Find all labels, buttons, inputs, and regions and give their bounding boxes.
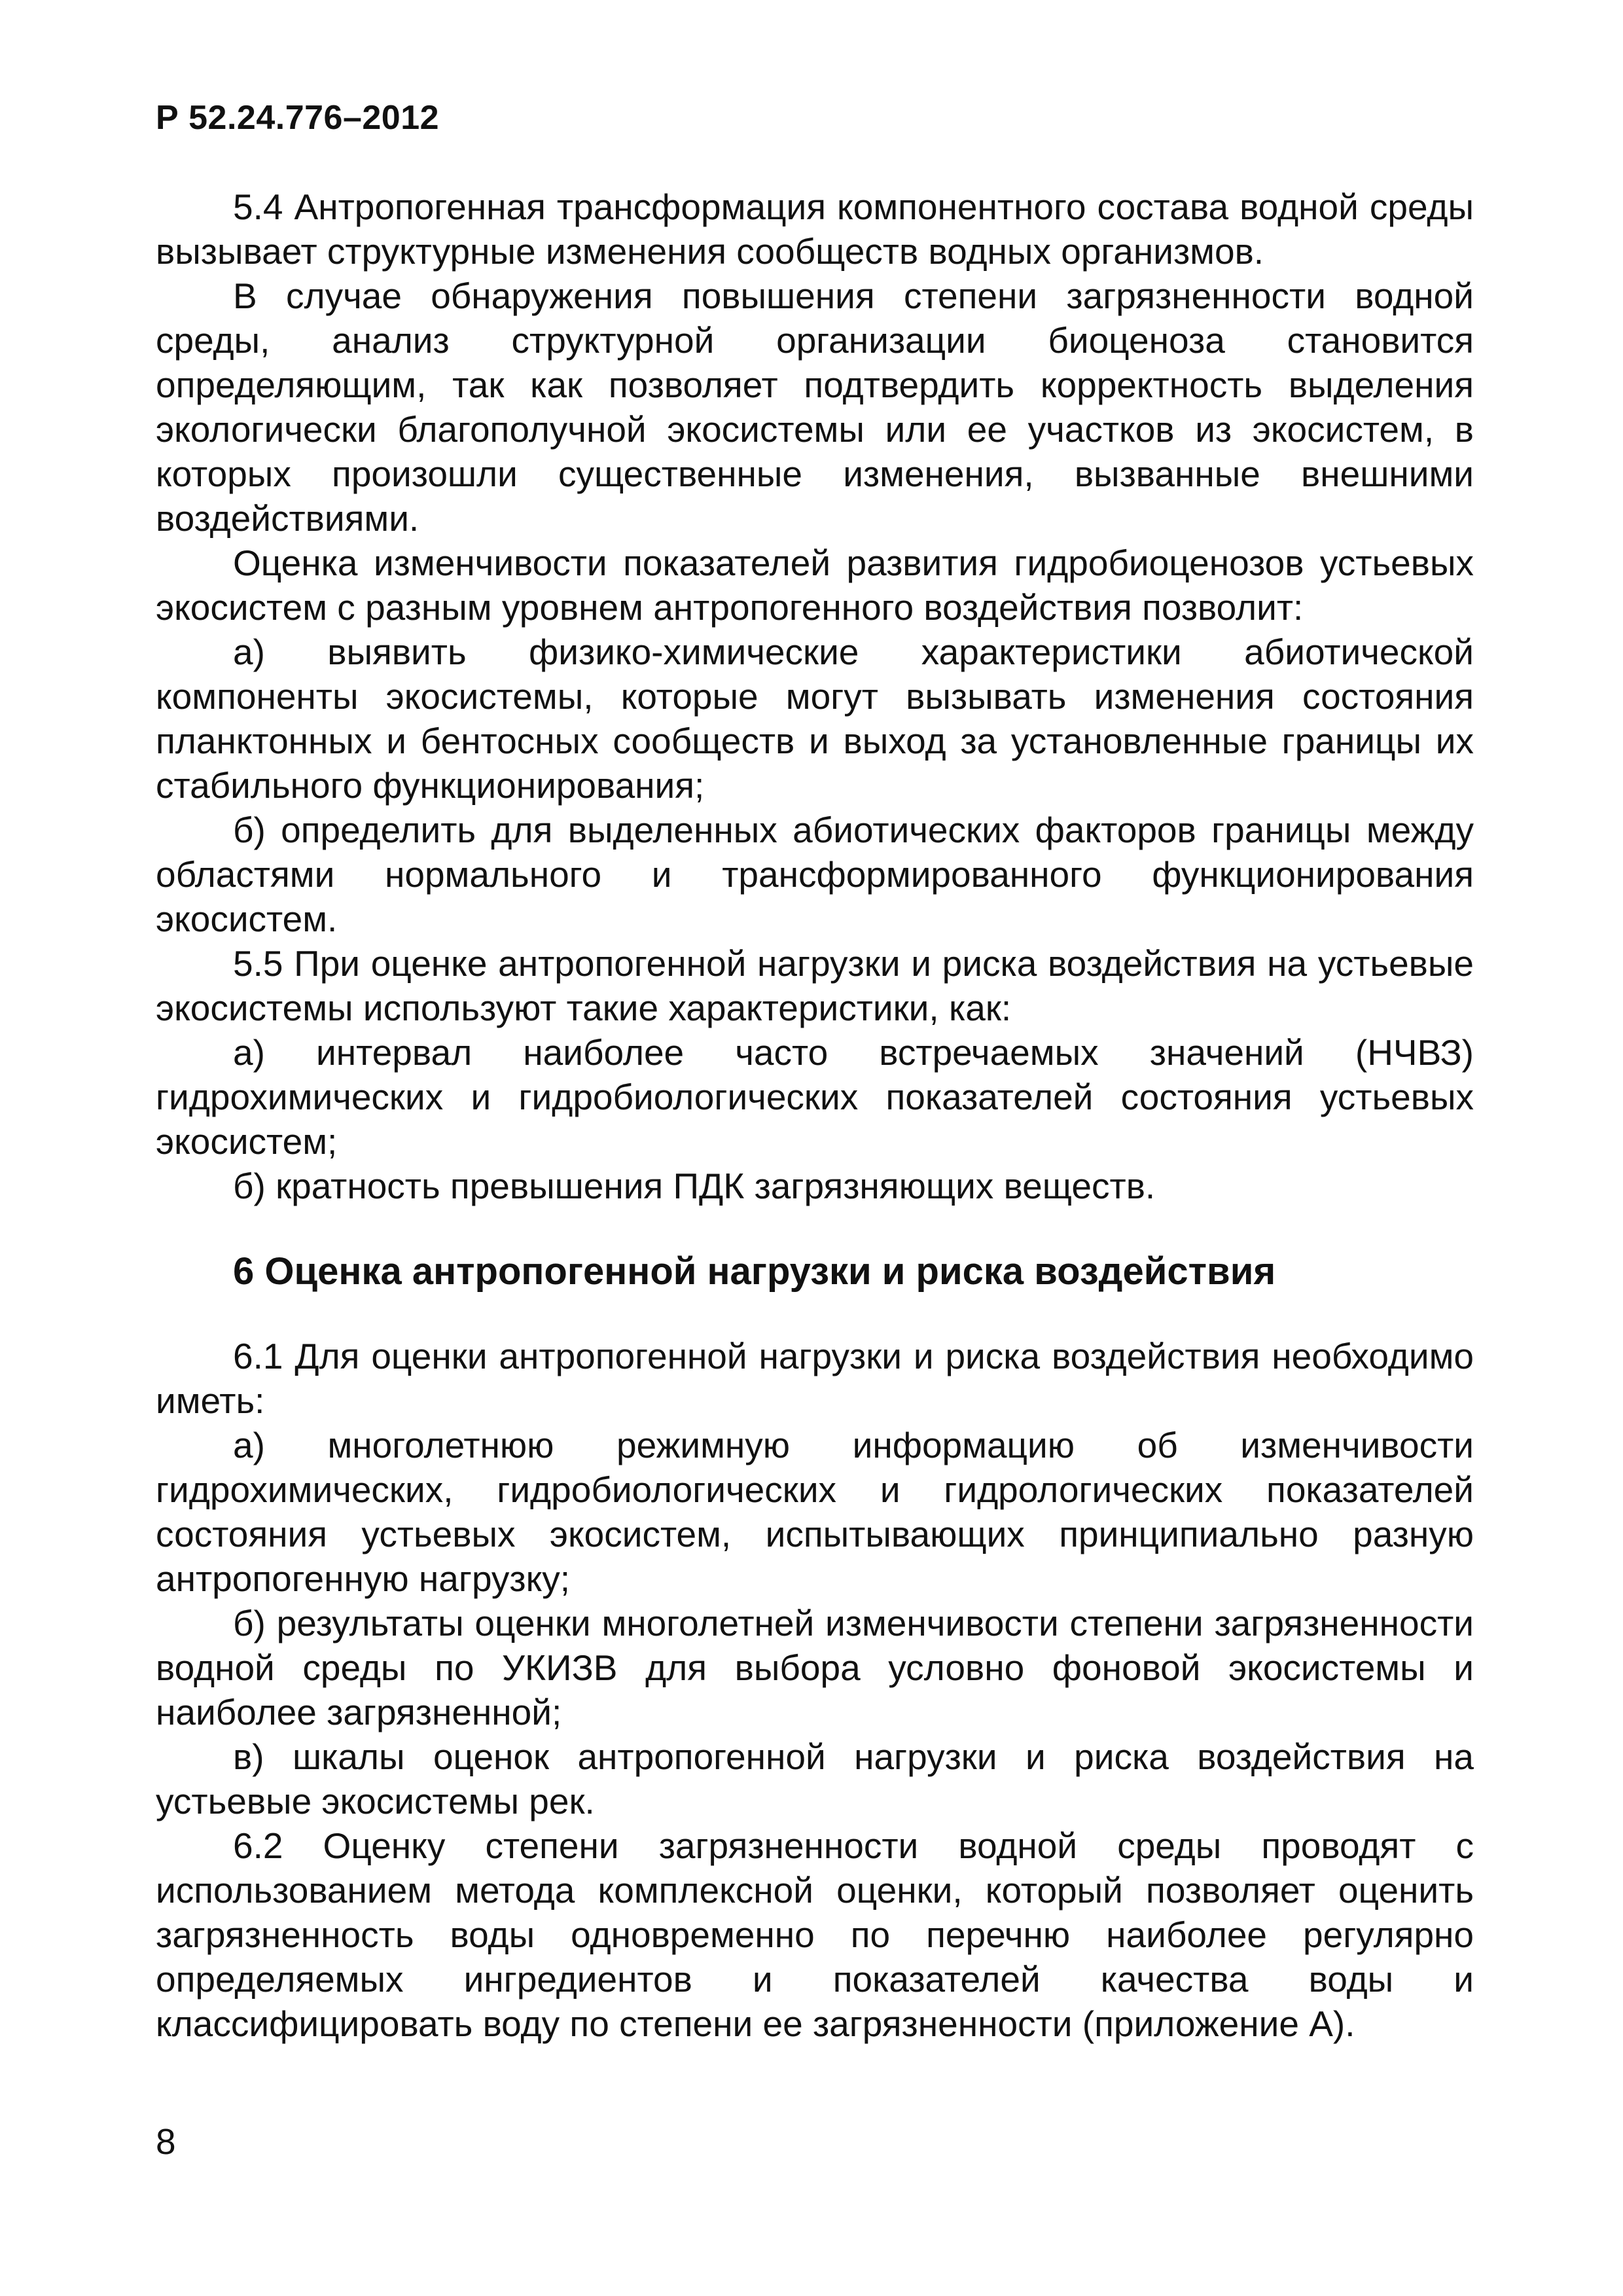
list-item-a-regime-info: а) многолетнюю режимную информацию об изменчивости гидрохимических, гидробиологических и гидрологических показателей состояния устьевых экосистем, испытывающих принципиально разную антропогенную нагрузку; — [156, 1425, 1474, 1599]
paragraph-6-1: 6.1 Для оценки антропогенной нагрузки и риска воздействия необходимо иметь: — [156, 1336, 1474, 1421]
list-item-v-scales: в) шкалы оценок антропогенной нагрузки и риска воздействия на устьевые экосистемы рек. — [156, 1736, 1474, 1821]
paragraph-variability-assessment: Оценка изменчивости показателей развития гидробиоценозов устьевых экосистем с разным уровнем антропогенного воздействия позволит: — [156, 543, 1474, 628]
page-number: 8 — [156, 2121, 176, 2162]
list-item-a-interval: а) интервал наиболее часто встречаемых значений (НЧВЗ) гидрохимических и гидробиологических показателей состояния устьевых экосистем; — [156, 1032, 1474, 1162]
list-item-b-boundaries: б) определить для выделенных абиотических факторов границы между областями нормального и трансформированного функционирования экосистем. — [156, 810, 1474, 939]
paragraph-5-4: 5.4 Антропогенная трансформация компонентного состава водной среды вызывает структурные изменения сообществ водных организмов. — [156, 187, 1474, 272]
list-item-b-pdk: б) кратность превышения ПДК загрязняющих веществ. — [233, 1166, 1156, 1206]
list-item-b-ukizv: б) результаты оценки многолетней изменчивости степени загрязненности водной среды по УКИЗВ для выбора условно фоновой экосистемы и наиболее загрязненной; — [156, 1603, 1474, 1732]
page-content — [156, 185, 1474, 2046]
section-heading: 6 Оценка антропогенной нагрузки и риска воздействия — [233, 1250, 1276, 1293]
paragraph-6-2: 6.2 Оценку степени загрязненности водной среды проводят с использованием метода комплексной оценки, который позволяет оценить загрязненность воды одновременно по перечню наиболее регулярно определяемых ингредиентов и показателей качества воды и классифицировать воду по степени ее загрязненности (приложение А). — [156, 1825, 1474, 2044]
paragraph-contamination-analysis: В случае обнаружения повышения степени загрязненности водной среды, анализ структурной организации биоценоза становится определяющим, так как позволяет подтвердить корректность выделения экологически благополучной экосистемы или ее участков из экосистем, в которых произошли существенные изменения, вызванные внешними воздействиями. — [156, 276, 1474, 539]
document-code: Р 52.24.776–2012 — [156, 99, 440, 137]
paragraph-5-5: 5.5 При оценке антропогенной нагрузки и риска воздействия на устьевые экосистемы используют такие характеристики, как: — [156, 943, 1474, 1028]
list-item-a-abiotic: а) выявить физико-химические характеристики абиотической компоненты экосистемы, которые могут вызывать изменения состояния планктонных и бентосных сообществ и выход за установленные границы их стабильного функционирования; — [156, 632, 1474, 806]
